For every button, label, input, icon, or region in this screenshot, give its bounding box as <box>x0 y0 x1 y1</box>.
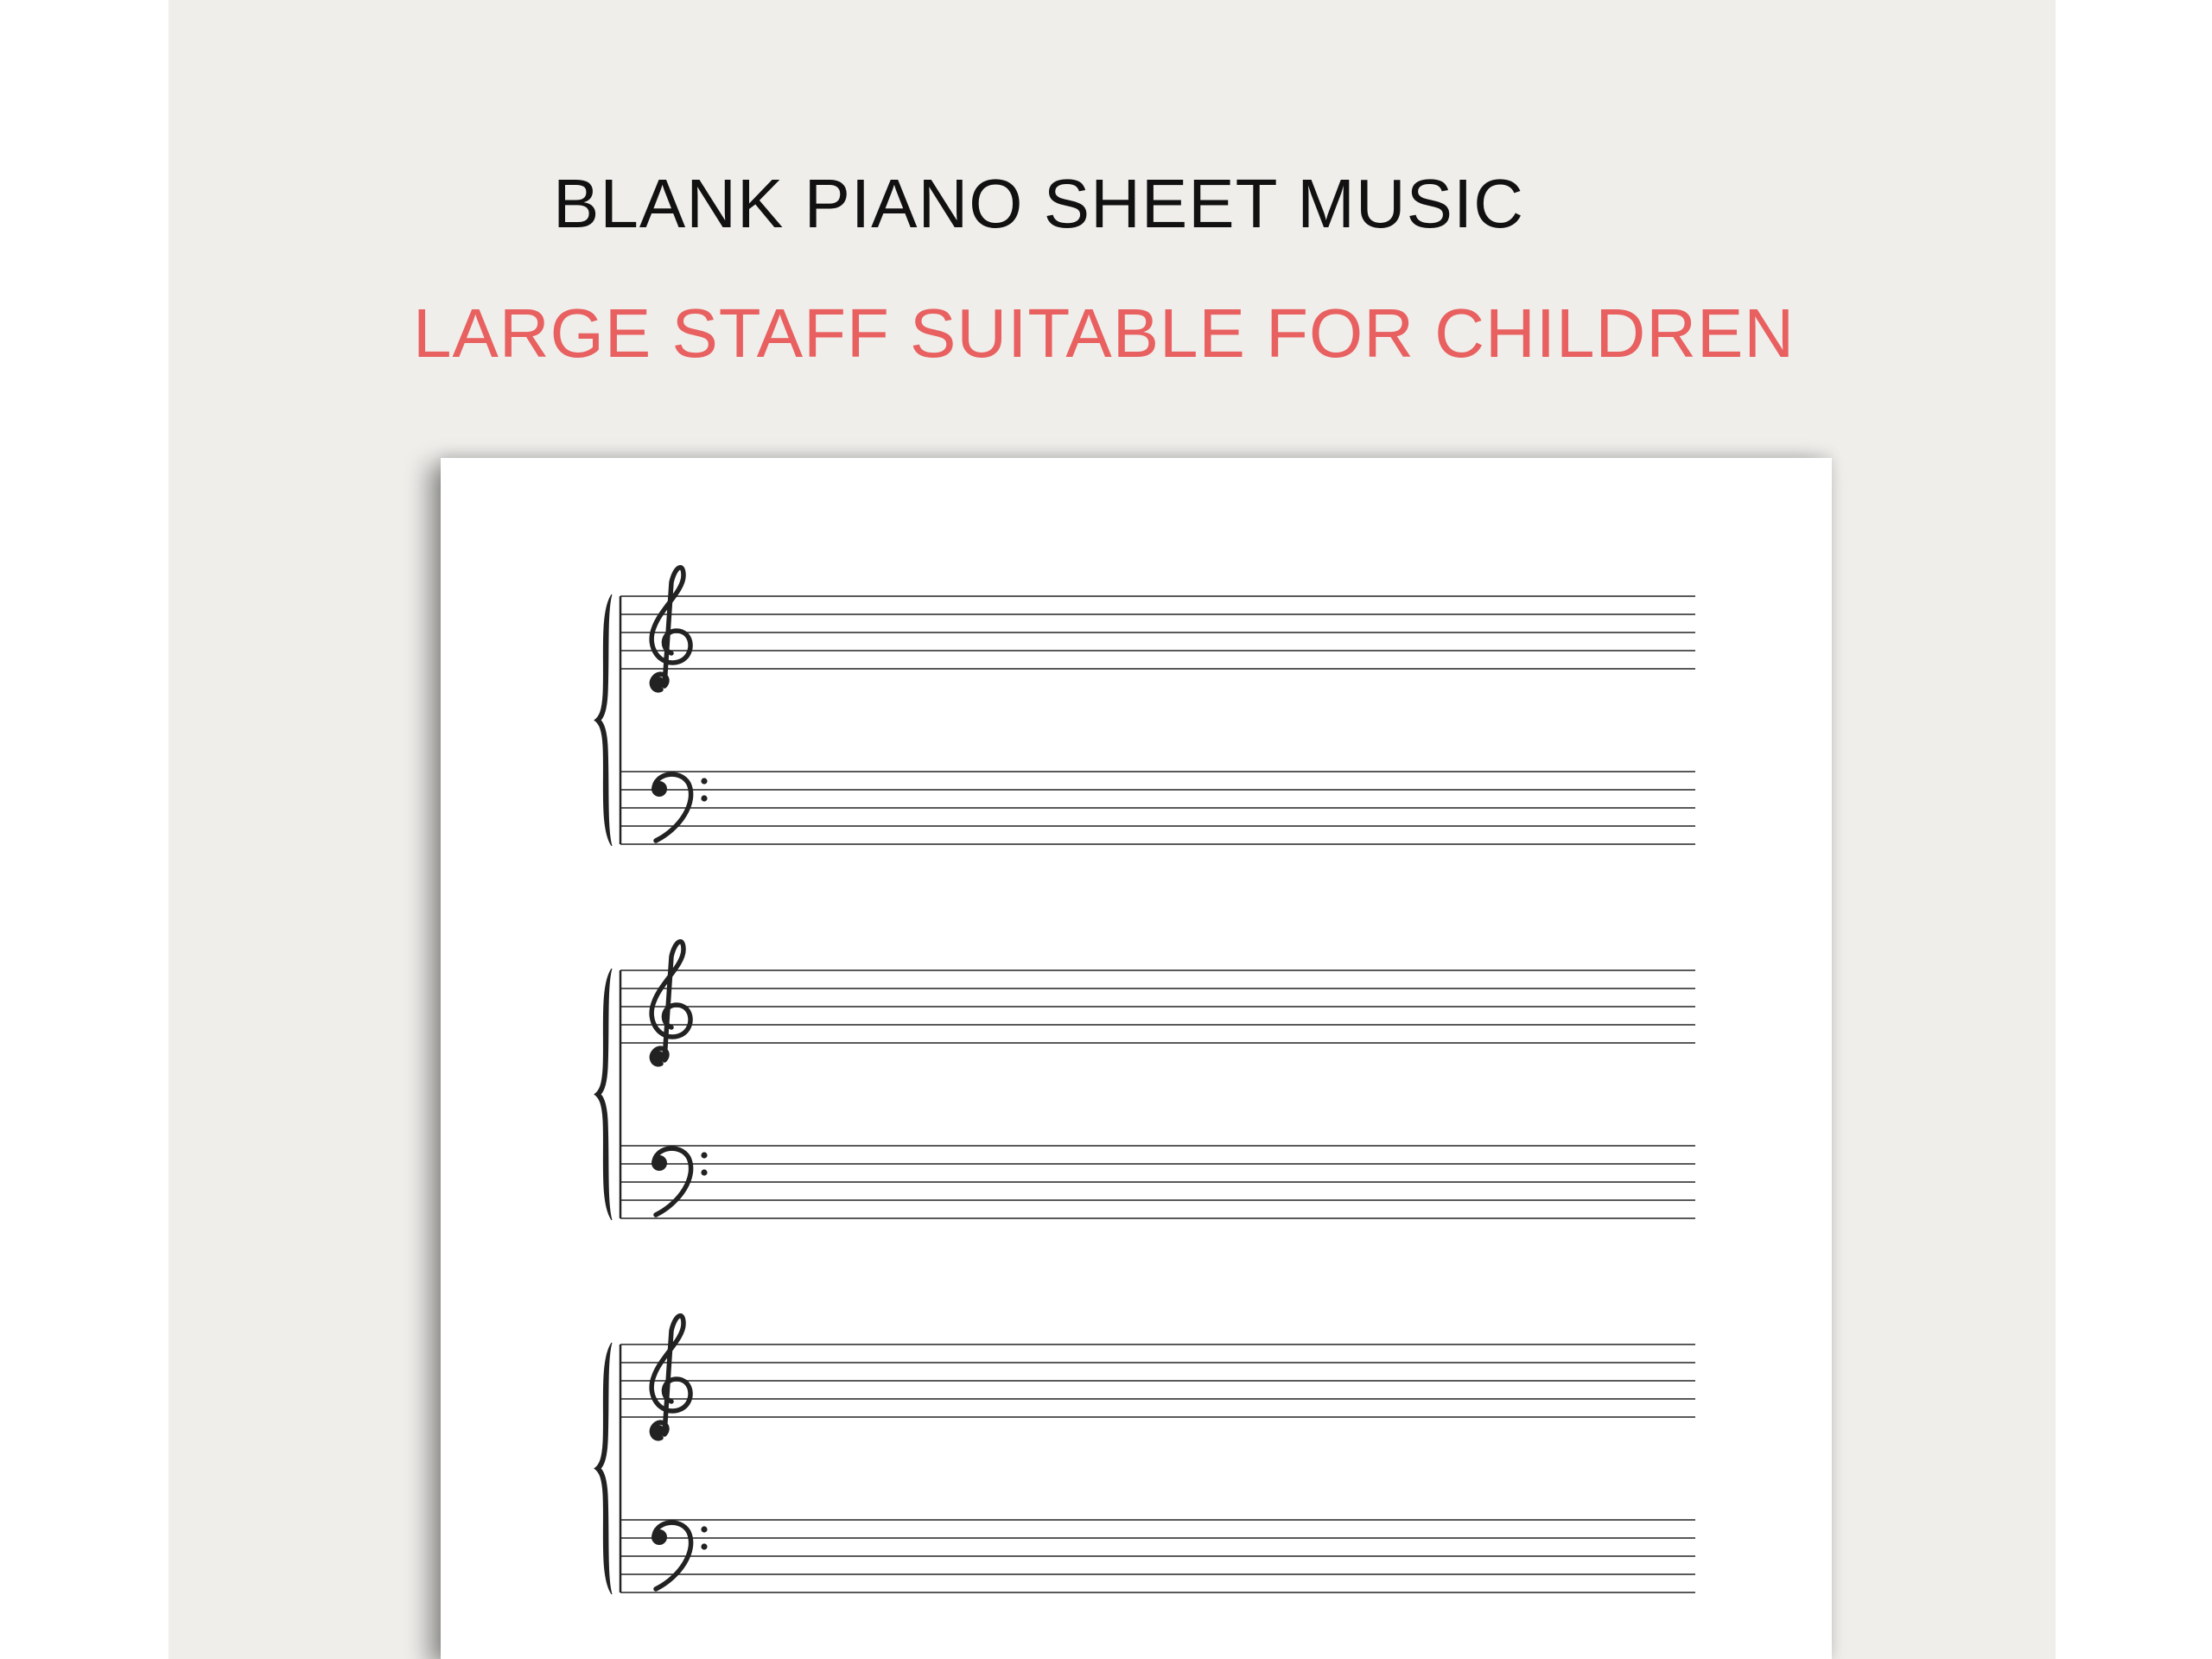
brace <box>594 1343 612 1594</box>
treble-clef-icon <box>652 568 690 690</box>
bass-staff <box>620 1520 1695 1592</box>
brace <box>594 969 612 1220</box>
treble-clef-icon <box>652 1316 690 1439</box>
brace <box>594 594 612 846</box>
treble-clef-icon <box>652 942 690 1065</box>
treble-staff <box>620 596 1695 669</box>
grand-staff-system <box>594 1316 1695 1594</box>
treble-staff <box>620 970 1695 1043</box>
music-sheet <box>441 458 1832 1659</box>
bass-staff <box>620 772 1695 844</box>
treble-staff <box>620 1344 1695 1417</box>
page-subtitle: LARGE STAFF SUITABLE FOR CHILDREN <box>413 295 1796 372</box>
bass-staff <box>620 1146 1695 1218</box>
page-title: BLANK PIANO SHEET MUSIC <box>553 165 1525 242</box>
grand-staff-systems <box>441 458 1832 1659</box>
grand-staff-system <box>594 942 1695 1220</box>
grand-staff-system <box>594 568 1695 846</box>
